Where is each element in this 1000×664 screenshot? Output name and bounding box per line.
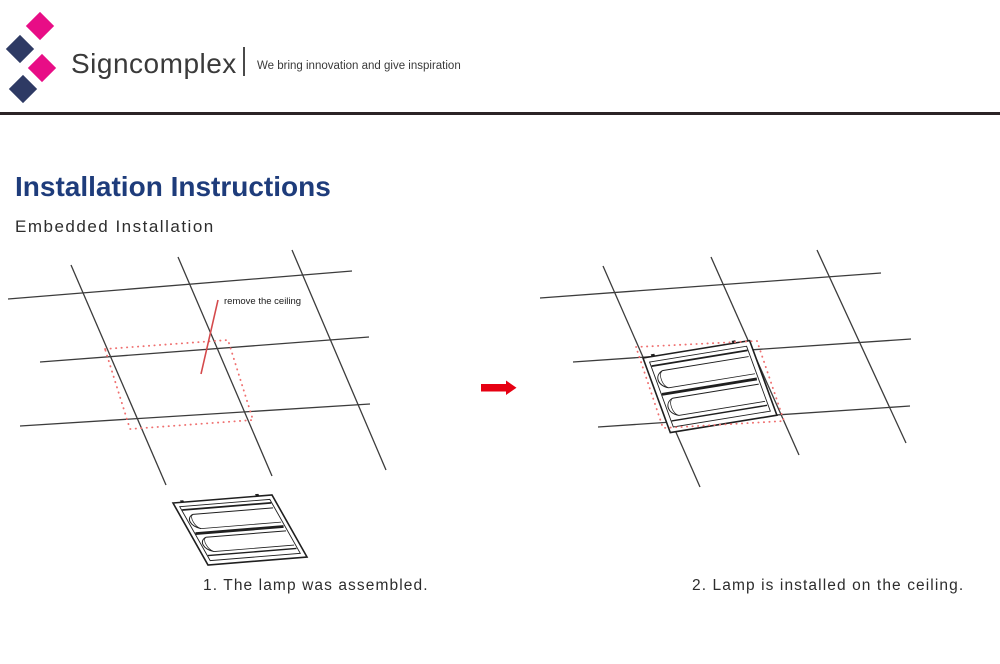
ceiling-grid-left (8, 250, 386, 485)
brand-tagline: We bring innovation and give inspiration (257, 60, 461, 72)
lamp-installed-drawing (642, 338, 777, 433)
step-1-caption: 1. The lamp was assembled. (203, 577, 429, 594)
red-arrow-right-icon (481, 381, 517, 396)
page-subtitle: Embedded Installation (15, 217, 215, 236)
step-2-caption: 2. Lamp is installed on the ceiling. (692, 577, 965, 594)
lamp-assembled-drawing (172, 493, 307, 565)
remove-ceiling-pointer-line (201, 300, 218, 374)
brand-name: Signcomplex (71, 48, 237, 79)
page-title: Installation Instructions (15, 171, 331, 202)
remove-ceiling-annotation: remove the ceiling (224, 296, 302, 307)
